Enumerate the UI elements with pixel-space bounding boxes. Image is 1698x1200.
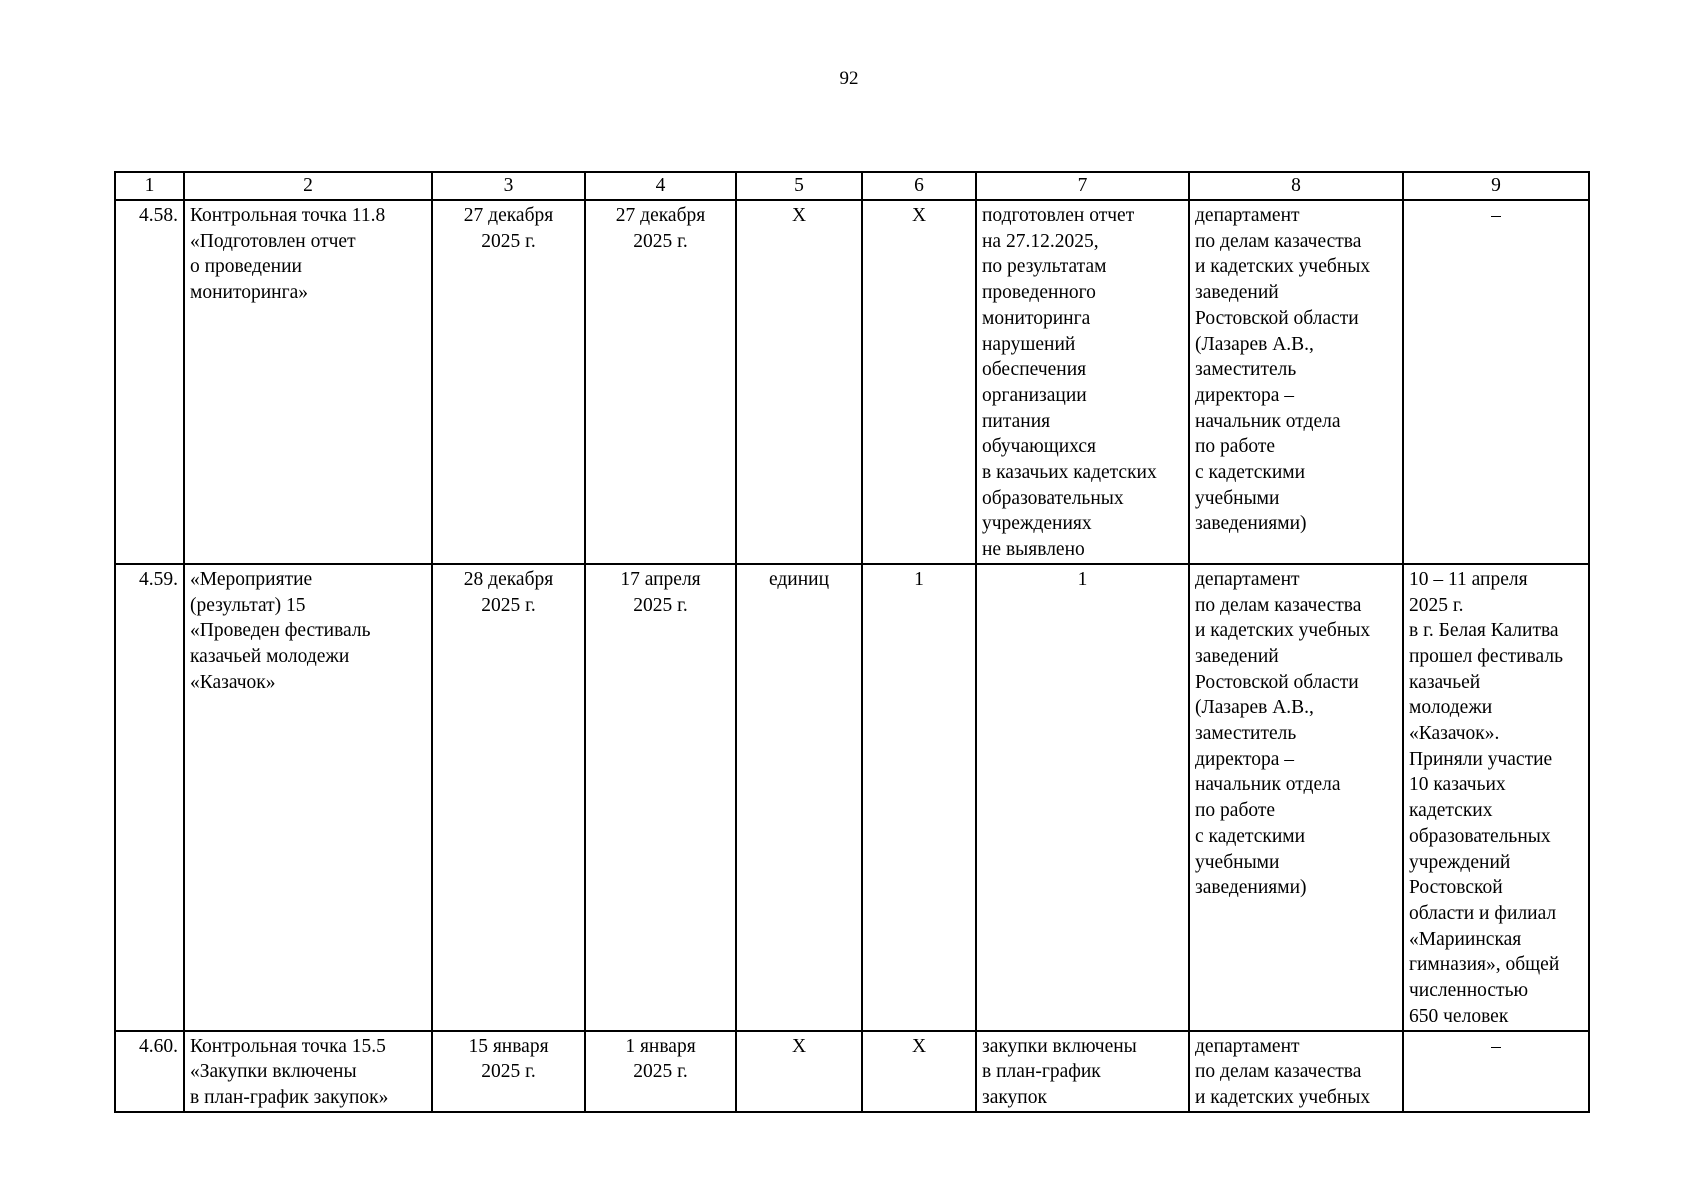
plan-value: Х xyxy=(862,200,976,564)
responsible-text: департамент по делам казачества и кадетских учебных заведений Ростовской области (Лазарев А.В., заместитель директора – начальник отдела по работе с кадетскими учебными заведениями) xyxy=(1189,200,1403,564)
table-row xyxy=(115,564,1589,1031)
item-name: Контрольная точка 15.5 «Закупки включены в план-график закупок» xyxy=(184,1031,432,1112)
result-text: закупки включены в план-график закупок xyxy=(976,1031,1189,1112)
item-name: Контрольная точка 11.8 «Подготовлен отчет о проведении мониторинга» xyxy=(184,200,432,564)
item-name: «Мероприятие (результат) 15 «Проведен фестиваль казачьей молодежи «Казачок» xyxy=(184,564,432,1031)
header-cell: 4 xyxy=(585,172,736,200)
row-number: 4.59. xyxy=(115,564,184,1031)
header-cell: 1 xyxy=(115,172,184,200)
comment-text: – xyxy=(1403,200,1589,564)
responsible-text: департамент по делам казачества и кадетских учебных xyxy=(1189,1031,1403,1112)
document-table xyxy=(114,171,1590,1113)
header-row xyxy=(115,172,1589,200)
header-cell: 7 xyxy=(976,172,1189,200)
planned-date: 15 января 2025 г. xyxy=(432,1031,585,1112)
row-number: 4.60. xyxy=(115,1031,184,1112)
page-number: 92 xyxy=(839,68,859,89)
header-cell: 2 xyxy=(184,172,432,200)
planned-date: 28 декабря 2025 г. xyxy=(432,564,585,1031)
comment-text: 10 – 11 апреля 2025 г. в г. Белая Калитва прошел фестиваль казачьей молодежи «Казачок». Приняли участие 10 казачьих кадетских образовательных учреждений Ростовской области и филиал «Мариинская гимназия», общей численностью 650 человек xyxy=(1403,564,1589,1031)
plan-value: 1 xyxy=(862,564,976,1031)
result-text: 1 xyxy=(976,564,1189,1031)
result-text: подготовлен отчет на 27.12.2025, по результатам проведенного мониторинга нарушений обеспечения организации питания обучающихся в казачьих кадетских образовательных учреждениях не выявлено xyxy=(976,200,1189,564)
unit-cell: Х xyxy=(736,200,862,564)
header-cell: 8 xyxy=(1189,172,1403,200)
table-row xyxy=(115,200,1589,564)
header-cell: 6 xyxy=(862,172,976,200)
comment-text: – xyxy=(1403,1031,1589,1112)
table-row xyxy=(115,1031,1589,1112)
actual-date: 27 декабря 2025 г. xyxy=(585,200,736,564)
planned-date: 27 декабря 2025 г. xyxy=(432,200,585,564)
unit-cell: Х xyxy=(736,1031,862,1112)
row-number: 4.58. xyxy=(115,200,184,564)
header-cell: 9 xyxy=(1403,172,1589,200)
actual-date: 1 января 2025 г. xyxy=(585,1031,736,1112)
header-cell: 5 xyxy=(736,172,862,200)
responsible-text: департамент по делам казачества и кадетских учебных заведений Ростовской области (Лазарев А.В., заместитель директора – начальник отдела по работе с кадетскими учебными заведениями) xyxy=(1189,564,1403,1031)
header-cell: 3 xyxy=(432,172,585,200)
plan-value: Х xyxy=(862,1031,976,1112)
unit-cell: единиц xyxy=(736,564,862,1031)
actual-date: 17 апреля 2025 г. xyxy=(585,564,736,1031)
